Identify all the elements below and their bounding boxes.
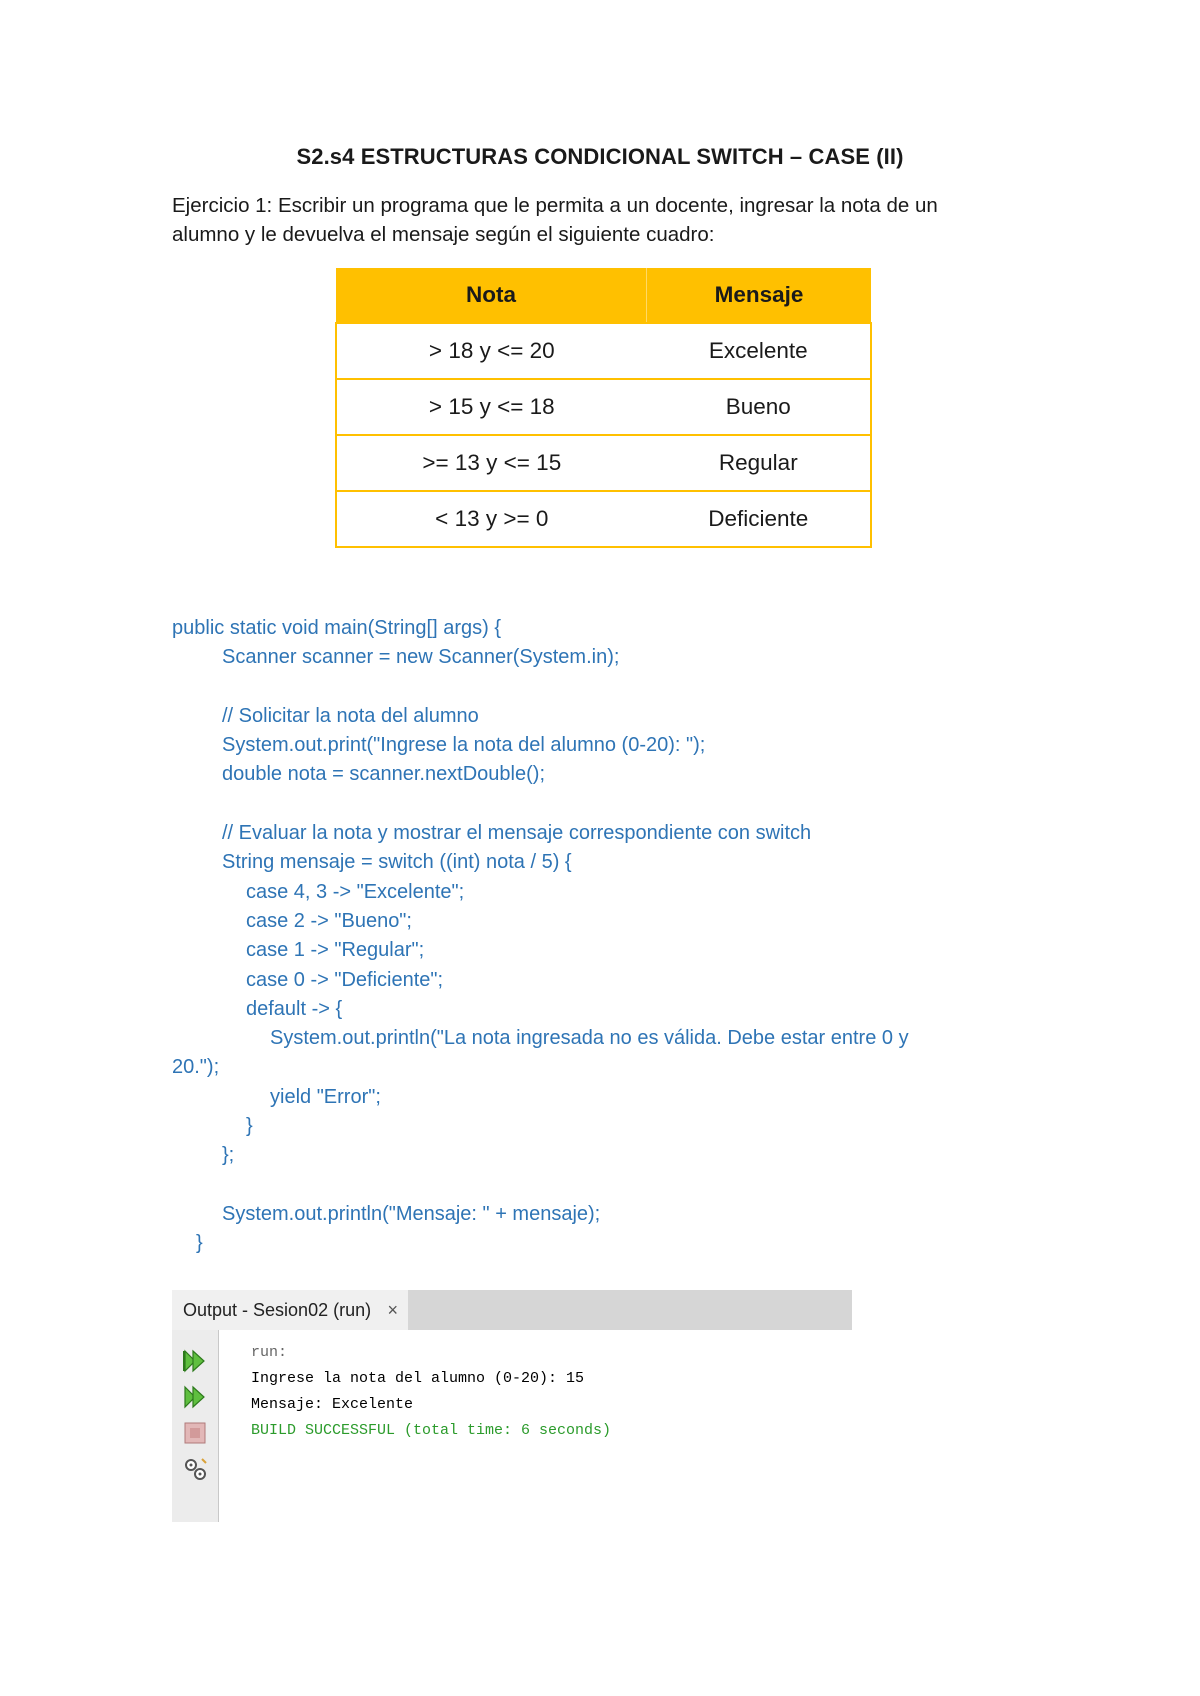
output-toolbar — [172, 1330, 219, 1522]
exercise-description — [172, 191, 1032, 249]
code-line: } — [246, 1115, 253, 1138]
rerun-icon[interactable] — [182, 1348, 208, 1374]
code-line: System.out.print("Ingrese la nota del alumno (0-20): "); — [222, 734, 706, 757]
code-block — [172, 614, 1032, 1259]
grades-table — [335, 268, 872, 548]
code-line: System.out.println("La nota ingresada no es válida. Debe estar entre 0 y — [270, 1027, 909, 1050]
code-line: case 2 -> "Bueno"; — [246, 909, 412, 932]
table-cell: >= 13 y <= 15 — [336, 435, 647, 491]
console-line: BUILD SUCCESSFUL (total time: 6 seconds) — [251, 1422, 612, 1439]
output-tab-label: Output - Sesion02 (run) — [183, 1300, 372, 1320]
code-line: case 0 -> "Deficiente"; — [246, 968, 444, 991]
exercise-line-1: Ejercicio 1: Escribir un programa que le permita a un docente, ingresar la nota de un — [172, 194, 938, 217]
exercise-line-2: alumno y le devuelva el mensaje según el siguiente cuadro: — [172, 223, 715, 246]
table-cell: Regular — [647, 435, 871, 491]
code-line — [172, 790, 1032, 819]
code-line: }; — [222, 1144, 235, 1167]
code-line: case 1 -> "Regular"; — [246, 939, 425, 962]
code-line: } — [196, 1232, 203, 1255]
table-row — [336, 323, 871, 379]
stop-icon[interactable] — [182, 1420, 208, 1446]
close-icon[interactable]: × — [387, 1300, 398, 1320]
table-cell: > 18 y <= 20 — [336, 323, 647, 379]
table-row — [336, 435, 871, 491]
header-mensaje: Mensaje — [647, 268, 871, 323]
output-tab-bar — [172, 1290, 852, 1330]
console-output — [251, 1340, 611, 1444]
table-header-row — [336, 268, 871, 323]
code-line: // Evaluar la nota y mostrar el mensaje correspondiente con switch — [222, 822, 812, 845]
table-row — [336, 491, 871, 547]
code-line: case 4, 3 -> "Excelente"; — [246, 880, 465, 903]
code-line: yield "Error"; — [270, 1085, 381, 1108]
table-cell: Excelente — [647, 323, 871, 379]
code-line: // Solicitar la nota del alumno — [222, 704, 479, 727]
page-title: S2.s4 ESTRUCTURAS CONDICIONAL SWITCH – CASE (II) — [296, 144, 904, 169]
console-line: run: — [251, 1344, 288, 1361]
header-nota: Nota — [336, 268, 647, 323]
table-cell: > 15 y <= 18 — [336, 379, 647, 435]
rerun-with-options-icon[interactable] — [182, 1384, 208, 1410]
code-line: System.out.println("Mensaje: " + mensaje); — [222, 1202, 601, 1225]
table-row — [336, 379, 871, 435]
code-line: double nota = scanner.nextDouble(); — [222, 763, 545, 786]
table-cell: < 13 y >= 0 — [336, 491, 647, 547]
output-window — [172, 1290, 852, 1522]
console-line: Ingrese la nota del alumno (0-20): 15 — [251, 1370, 585, 1387]
code-line: Scanner scanner = new Scanner(System.in); — [222, 646, 620, 669]
table-cell: Deficiente — [647, 491, 871, 547]
code-line: default -> { — [246, 997, 343, 1020]
output-tab[interactable] — [172, 1290, 408, 1330]
code-line: String mensaje = switch ((int) nota / 5) { — [222, 851, 572, 874]
console-line: Mensaje: Excelente — [251, 1396, 414, 1413]
code-line: public static void main(String[] args) { — [172, 617, 502, 639]
code-line — [172, 1171, 1032, 1200]
code-line — [172, 673, 1032, 702]
code-line: 20."); — [172, 1056, 220, 1079]
table-cell: Bueno — [647, 379, 871, 435]
settings-icon[interactable] — [182, 1456, 208, 1482]
